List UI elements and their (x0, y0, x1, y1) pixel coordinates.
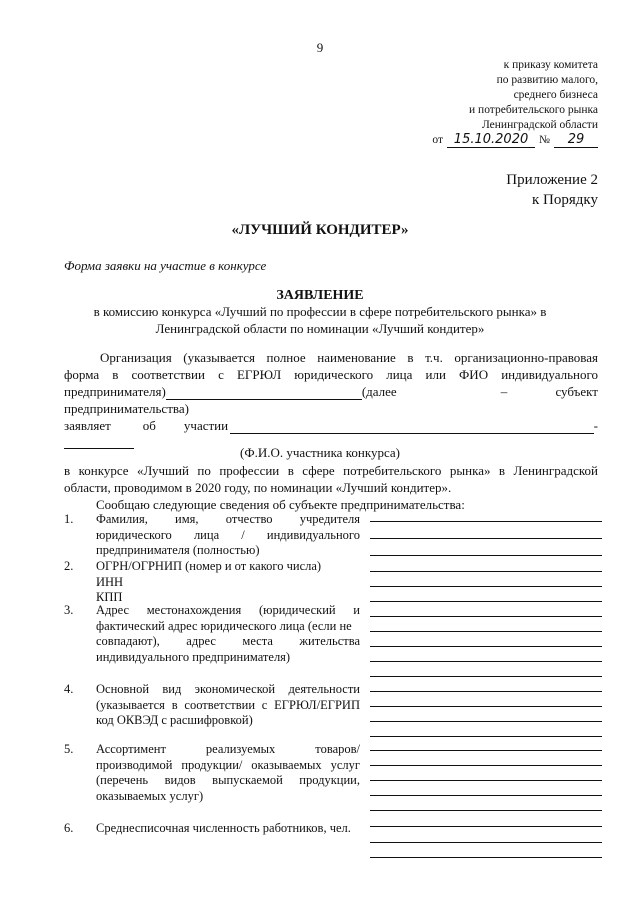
item-line: ИНН (96, 574, 124, 589)
application-title: ЗАЯВЛЕНИЕ (276, 288, 364, 303)
answer-line[interactable] (370, 691, 602, 692)
item-line: Фамилия, имя, отчество учредителя (96, 512, 360, 526)
appendix-reference: к Порядку (532, 192, 598, 208)
answer-line[interactable] (370, 826, 602, 827)
intro-paragraph (64, 349, 598, 453)
participant-caption: (Ф.И.О. участника конкурса) (240, 445, 400, 460)
intro-word: участии (183, 418, 229, 433)
appendix-number: Приложение 2 (506, 172, 598, 188)
intro-dash: - (593, 418, 598, 433)
intro-word: (далее (361, 384, 397, 399)
item-number: 2. (64, 559, 74, 573)
contest-paragraph (64, 462, 598, 513)
item-number: 4. (64, 682, 74, 696)
order-number-handwritten: 29 (554, 133, 598, 148)
intro-word: субъект (555, 384, 598, 399)
answer-line[interactable] (370, 857, 602, 858)
order-ref-line: среднего бизнеса (513, 89, 598, 101)
item-label-6 (96, 821, 360, 837)
answer-line[interactable] (370, 810, 602, 811)
main-title: «ЛУЧШИЙ КОНДИТЕР» (231, 222, 409, 238)
answer-line[interactable] (370, 631, 602, 632)
participant-name-blank[interactable] (230, 421, 594, 434)
answer-line[interactable] (370, 721, 602, 722)
form-subtitle: Форма заявки на участие в конкурсе (64, 258, 267, 273)
answer-line[interactable] (370, 795, 602, 796)
item-label-2 (96, 559, 360, 606)
item-line: Основной вид экономической деятельности (96, 682, 360, 696)
intro-line-3 (64, 383, 598, 400)
answer-line[interactable] (370, 676, 602, 677)
intro-dash: – (500, 384, 508, 399)
intro-line: Организация (указывается полное наименование в т.ч. организационно-правовая (100, 350, 598, 365)
order-number-prefix: № (539, 134, 550, 146)
item-line: индивидуального предпринимателя) (96, 649, 291, 664)
answer-line[interactable] (370, 842, 602, 843)
appendix-label (506, 170, 598, 210)
item-line: КПП (96, 590, 123, 604)
intro-line: предпринимательства) (64, 401, 189, 416)
item-label-4 (96, 682, 360, 729)
order-ref-line: по развитию малого, (496, 74, 598, 86)
order-date-prefix: от (432, 134, 444, 146)
intro-word: заявляет (64, 418, 111, 433)
item-line: предпринимателя (полностью) (96, 543, 260, 557)
item-line: производимой продукции/ оказываемых услуг (96, 757, 360, 772)
answer-line[interactable] (370, 646, 602, 647)
organization-name-blank[interactable] (166, 387, 362, 400)
item-number: 5. (64, 742, 74, 756)
item-line: совпадают), адрес места жительства (96, 634, 360, 648)
order-ref-line: и потребительского рынка (469, 104, 598, 116)
item-line: оказываемых услуг) (96, 788, 204, 803)
answer-line[interactable] (370, 765, 602, 766)
addressee-line: в комиссию конкурса «Лучший по профессии в сфере потребительского рынка» в (93, 304, 547, 319)
item-line: (перечень видов выпускаемой продукции, (96, 773, 360, 787)
item-line: ОГРН/ОГРНИП (номер и от какого числа) (96, 559, 322, 573)
application-addressee (60, 303, 580, 337)
intro-line-5 (64, 417, 598, 434)
item-line: юридического лица / индивидуального (96, 527, 360, 542)
answer-line[interactable] (370, 555, 602, 556)
order-ref-line: к приказу комитета (503, 59, 598, 71)
order-date-handwritten: 15.10.2020 (447, 133, 535, 148)
answer-line[interactable] (370, 706, 602, 707)
answer-line[interactable] (370, 538, 602, 539)
intro-word: предпринимателя) (64, 384, 166, 399)
intro-word: об (142, 418, 156, 433)
answer-line[interactable] (370, 616, 602, 617)
item-line: (указывается в соответствии с ЕГРЮЛ/ЕГРИП (96, 697, 360, 712)
contest-line: Сообщаю следующие сведения об субъекте предпринимательства: (96, 497, 465, 512)
answer-line[interactable] (370, 601, 602, 602)
item-line: код ОКВЭД с расшифровкой) (96, 713, 253, 727)
item-line: Среднесписочная численность работников, чел. (96, 821, 351, 835)
intro-line: форма в соответствии с ЕГРЮЛ юридического лица или ФИО индивидуального (64, 367, 598, 382)
answer-line[interactable] (370, 750, 602, 751)
item-line: фактический адрес юридического лица (если не (96, 618, 352, 633)
item-number: 6. (64, 821, 74, 835)
answer-line[interactable] (370, 661, 602, 662)
answer-line[interactable] (370, 780, 602, 781)
item-line: Ассортимент реализуемых товаров/ (96, 742, 360, 756)
order-date-line (432, 133, 598, 148)
item-number: 1. (64, 512, 74, 526)
contest-line: области, проводимом в 2020 году, по номинации «Лучший кондитер». (64, 480, 452, 495)
addressee-line: Ленинградской области по номинации «Лучший кондитер» (155, 321, 485, 336)
item-line: Адрес местонахождения (юридический и (96, 603, 360, 617)
item-label-1 (96, 512, 360, 559)
answer-line[interactable] (370, 586, 602, 587)
page-number: 9 (316, 40, 324, 55)
answer-line[interactable] (370, 521, 602, 522)
item-label-5 (96, 742, 360, 804)
answer-line[interactable] (370, 736, 602, 737)
answer-line[interactable] (370, 571, 602, 572)
order-ref-line: Ленинградской области (481, 119, 598, 131)
item-number: 3. (64, 603, 74, 617)
order-reference (432, 58, 598, 148)
item-label-3 (96, 603, 360, 665)
contest-line: в конкурсе «Лучший по профессии в сфере потребительского рынка» в Ленинградской (64, 463, 598, 478)
